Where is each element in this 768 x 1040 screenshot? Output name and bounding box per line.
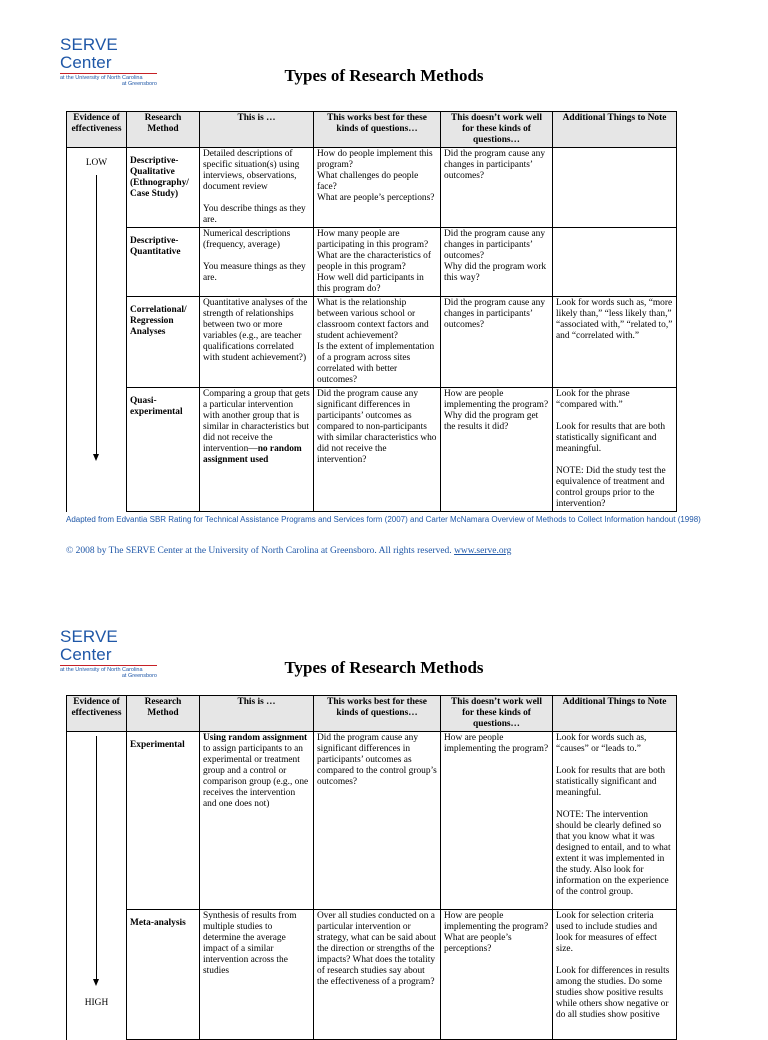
table-row	[67, 297, 677, 388]
logo-subtitle-2: at Greensboro	[121, 673, 157, 679]
page-title: Types of Research Methods	[284, 66, 484, 85]
evidence-high-label: HIGH	[84, 998, 109, 1008]
cell-text: Look for words such as, “more likely than,” “less likely than,” “associated with,” “related to,” and “correlated with.”	[556, 298, 673, 341]
this-is-cell	[200, 388, 314, 512]
cell-text: Look for results that are both statistically significant and meaningful.	[556, 422, 666, 454]
page-title: Types of Research Methods	[284, 658, 484, 677]
cell-text: Did the program cause any changes in participants’ outcomes?	[444, 229, 546, 261]
cell-text: Did the program cause any significant differences in participants’ outcomes as compared to the control group’s outcomes?	[317, 733, 437, 787]
doesnt-work-cell	[441, 732, 553, 910]
this-is-cell	[200, 910, 314, 1040]
this-is-cell	[200, 732, 314, 910]
cell-text: What are people’s perceptions?	[317, 193, 435, 203]
cell-text: Over all studies conducted on a particular intervention or strategy, what can be said about the direction or strengths of the impacts? What does the totality of research studies say about the effectiveness of a program?	[317, 911, 437, 987]
header-method: Research Method	[127, 112, 200, 148]
doesnt-work-cell	[441, 297, 553, 388]
cell-text: What are people’s perceptions?	[444, 933, 512, 954]
cell-text: Did the program cause any significant differences in participants’ outcomes as compared to non-participants with similar characteristics who did not receive the intervention?	[317, 389, 437, 465]
cell-text-bold: no random assignment used	[203, 444, 302, 465]
header-this-is: This is …	[200, 696, 314, 732]
works-best-cell	[314, 148, 441, 228]
cell-text: Numerical descriptions (frequency, average)	[203, 229, 291, 250]
evidence-scale	[67, 732, 127, 1040]
header-this-is: This is …	[200, 112, 314, 148]
serve-website-link[interactable]: www.serve.org	[454, 546, 512, 556]
logo-subtitle-2: at Greensboro	[121, 81, 157, 87]
cell-text: How well did participants in this program do?	[317, 273, 424, 294]
cell-text: Did the program cause any changes in participants’ outcomes?	[444, 298, 546, 330]
logo-title: SERVE Center	[60, 35, 118, 72]
method-name: Experimental	[127, 732, 200, 910]
cell-text: What is the relationship between various school or classroom context factors and student achievement?	[317, 298, 429, 341]
evidence-arrow-line	[96, 736, 97, 980]
cell-text: Look for the phrase “compared with.”	[556, 389, 630, 410]
logo-subtitle: at the University of North Carolina	[60, 75, 143, 81]
cell-text: How many people are participating in this program?	[317, 229, 429, 250]
method-name: Descriptive-Quantitative	[127, 228, 200, 297]
header-doesnt-work: This doesn’t work well for these kinds of questions…	[441, 696, 553, 732]
header-evidence: Evidence of effectiveness	[67, 696, 127, 732]
doesnt-work-cell	[441, 148, 553, 228]
evidence-low-label: LOW	[85, 158, 108, 168]
cell-text: Detailed descriptions of specific situation(s) using interviews, observations, document review	[203, 149, 300, 192]
cell-text: What are the characteristics of people in this program?	[317, 251, 431, 272]
cell-text: Why did the program work this way?	[444, 262, 547, 283]
cell-text: How are people implementing the program?	[444, 389, 549, 410]
cell-text: Why did the program get the results it did?	[444, 411, 539, 432]
cell-text: Quantitative analyses of the strength of relationships between two or more variables (e.g., are teacher qualifications correlated with student achievement?)	[203, 298, 308, 363]
research-methods-table	[66, 111, 677, 512]
method-name: Descriptive-Qualitative (Ethnography/ Case Study)	[127, 148, 200, 228]
additional-cell	[553, 388, 677, 512]
header-evidence: Evidence of effectiveness	[67, 112, 127, 148]
this-is-cell	[200, 148, 314, 228]
method-name: Correlational/ Regression Analyses	[127, 297, 200, 388]
table-row	[67, 388, 677, 512]
cell-text-bold: Using random assignment	[203, 733, 308, 743]
method-name: Quasi-experimental	[127, 388, 200, 512]
table-row	[67, 228, 677, 297]
logo-subtitle: at the University of North Carolina	[60, 667, 143, 673]
header-additional: Additional Things to Note	[553, 696, 677, 732]
document-page-2	[0, 620, 768, 1024]
cell-text: NOTE: The intervention should be clearly defined so that you know what it was designed to entail, and to what extent it was implemented in the study. Also look for information on the experience of the control group.	[556, 810, 671, 897]
source-credit: Adapted from Edvantia SBR Rating for Technical Assistance Programs and Services form (2007) and Carter McNamara Overview of Methods to Collect Information handout (1998)	[66, 515, 701, 524]
this-is-cell	[200, 297, 314, 388]
cell-text: Look for words such as, “causes” or “leads to.”	[556, 733, 647, 754]
works-best-cell	[314, 228, 441, 297]
cell-text: to assign participants to an experimental or treatment group and a control or comparison group (e.g., one receives the intervention and one does not)	[203, 744, 309, 809]
copyright-text: © 2008 by The SERVE Center at the University of North Carolina at Greensboro. All rights reserved.	[66, 546, 452, 556]
additional-cell	[553, 910, 677, 1040]
evidence-arrow-line	[96, 175, 97, 455]
additional-cell	[553, 297, 677, 388]
header-works-best: This works best for these kinds of questions…	[314, 696, 441, 732]
header-doesnt-work: This doesn’t work well for these kinds of questions…	[441, 112, 553, 148]
cell-text: Synthesis of results from multiple studies to determine the average impact of a similar intervention across the studies	[203, 911, 297, 976]
doesnt-work-cell	[441, 228, 553, 297]
cell-text: Look for selection criteria used to include studies and look for measures of effect size.	[556, 911, 658, 954]
logo-title: SERVE Center	[60, 627, 118, 664]
this-is-cell	[200, 228, 314, 297]
cell-text: Did the program cause any changes in participants’ outcomes?	[444, 149, 546, 181]
additional-cell	[553, 732, 677, 910]
table-row	[67, 732, 677, 910]
research-methods-table	[66, 695, 677, 1040]
header-works-best: This works best for these kinds of questions…	[314, 112, 441, 148]
works-best-cell	[314, 388, 441, 512]
table-row	[67, 148, 677, 228]
works-best-cell	[314, 732, 441, 910]
header-method: Research Method	[127, 696, 200, 732]
cell-text: Comparing a group that gets a particular intervention with another group that is similar in characteristics but did not receive the intervention—	[203, 389, 310, 454]
works-best-cell	[314, 910, 441, 1040]
evidence-scale	[67, 148, 127, 512]
cell-text: Look for differences in results among the studies. Do some studies show positive results while others show negative or do all studies show positive	[556, 966, 670, 1020]
cell-text: How do people implement this program?	[317, 149, 433, 170]
cell-text: You measure things as they are.	[203, 262, 306, 283]
arrow-down-icon	[93, 454, 99, 461]
cell-text: How are people implementing the program?	[444, 911, 549, 932]
table-header-row	[67, 112, 677, 148]
doesnt-work-cell	[441, 910, 553, 1040]
arrow-down-icon	[93, 979, 99, 986]
method-name: Meta-analysis	[127, 910, 200, 1040]
cell-text: NOTE: Did the study test the equivalence of treatment and control groups prior to the intervention?	[556, 466, 666, 509]
additional-cell	[553, 228, 677, 297]
additional-cell	[553, 148, 677, 228]
cell-text: Look for results that are both statistically significant and meaningful.	[556, 766, 666, 798]
doesnt-work-cell	[441, 388, 553, 512]
cell-text: Is the extent of implementation of a program across sites correlated with better outcomes?	[317, 342, 435, 385]
table-row	[67, 910, 677, 1040]
works-best-cell	[314, 297, 441, 388]
table-header-row	[67, 696, 677, 732]
cell-text: How are people implementing the program?	[444, 733, 549, 754]
cell-text: What challenges do people face?	[317, 171, 419, 192]
header-additional: Additional Things to Note	[553, 112, 677, 148]
cell-text: You describe things as they are.	[203, 204, 306, 225]
copyright-notice	[66, 546, 511, 556]
